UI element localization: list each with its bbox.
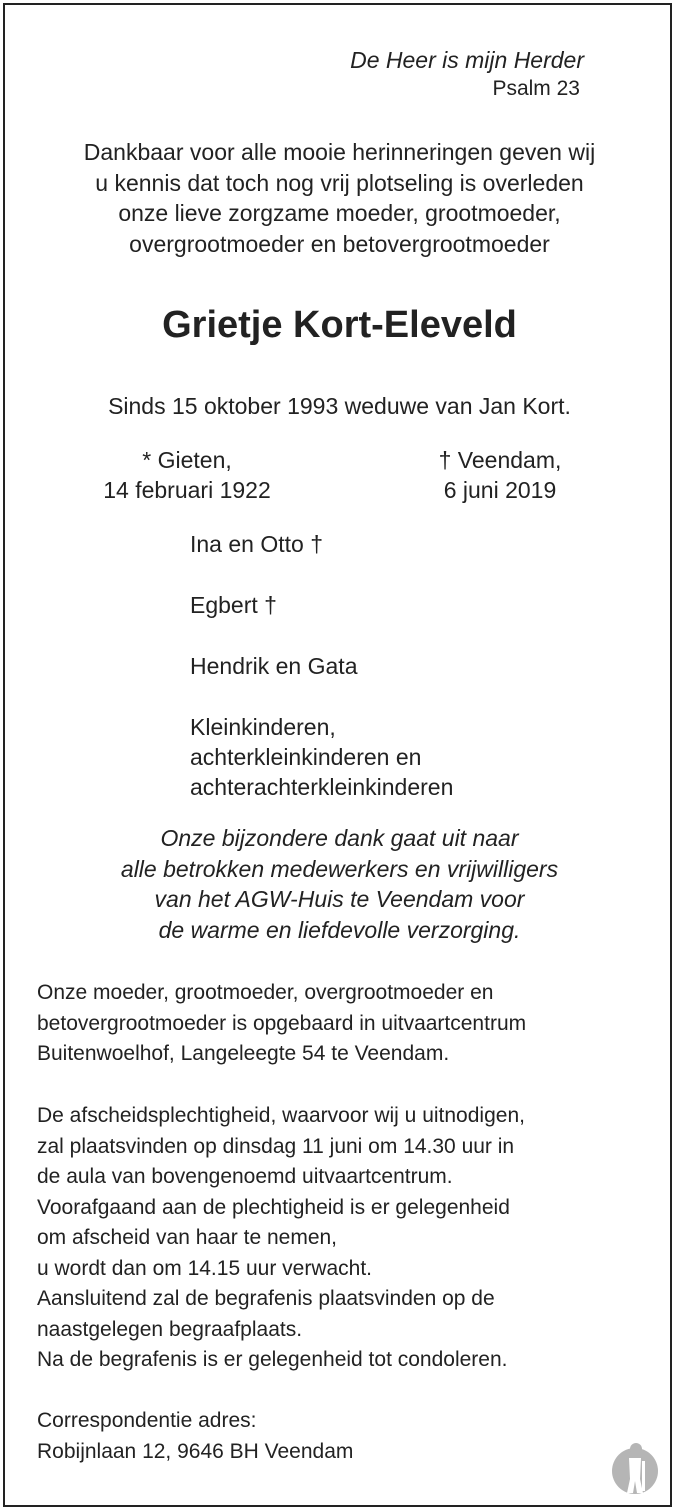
correspondence-address: Robijnlaan 12, 9646 BH Veendam bbox=[37, 1439, 354, 1463]
obituary-card bbox=[3, 3, 672, 1507]
paragraph-line: Voorafgaand aan de plechtigheid is er gelegenheid bbox=[37, 1195, 510, 1219]
paragraph-line: Onze moeder, grootmoeder, overgrootmoeder en bbox=[37, 981, 494, 1004]
paragraph-line: De afscheidsplechtigheid, waarvoor wij u uitnodigen, bbox=[37, 1104, 525, 1127]
family-group bbox=[190, 590, 453, 620]
correspondence-block bbox=[37, 1406, 353, 1467]
family-line: achterkleinkinderen en bbox=[190, 744, 422, 770]
intro-text bbox=[5, 137, 674, 259]
thanks-line: Onze bijzondere dank gaat uit naar bbox=[160, 825, 519, 851]
family-list bbox=[190, 529, 453, 802]
paragraph-line: Na de begrafenis is er gelegenheid tot condoleren. bbox=[37, 1348, 508, 1371]
family-group bbox=[190, 712, 453, 802]
paragraph-line: om afscheid van haar te nemen, bbox=[37, 1226, 338, 1249]
motto-source: Psalm 23 bbox=[492, 77, 580, 100]
correspondence-label: Correspondentie adres: bbox=[37, 1409, 257, 1432]
intro-line: Dankbaar voor alle mooie herinneringen geven wij bbox=[83, 139, 596, 165]
family-group bbox=[190, 651, 453, 681]
birth-place: * Gieten, bbox=[142, 447, 232, 473]
paragraph-line: naastgelegen begraafplaats. bbox=[37, 1317, 303, 1341]
lying-in-state-paragraph bbox=[37, 978, 526, 1070]
deceased-name: Grietje Kort-Eleveld bbox=[162, 304, 517, 346]
motto bbox=[350, 45, 584, 103]
family-group bbox=[190, 529, 453, 559]
family-line: achterachterkleinkinderen bbox=[190, 774, 454, 800]
ceremony-paragraph bbox=[37, 1101, 525, 1376]
thanks-line: alle betrokken medewerkers en vrijwilligers bbox=[120, 855, 559, 882]
paragraph-line: de aula van bovengenoemd uitvaartcentrum. bbox=[37, 1165, 453, 1188]
intro-line: u kennis dat toch nog vrij plotseling is overleden bbox=[95, 169, 584, 196]
widow-line: Sinds 15 oktober 1993 weduwe van Jan Kort. bbox=[108, 393, 571, 419]
family-line: Hendrik en Gata bbox=[190, 653, 358, 679]
birth-date: 14 februari 1922 bbox=[103, 477, 271, 503]
paragraph-line: zal plaatsvinden op dinsdag 11 juni om 14.30 uur in bbox=[37, 1134, 515, 1158]
thanks-text bbox=[5, 823, 674, 945]
family-line: Egbert † bbox=[190, 592, 277, 618]
paragraph-line: betovergrootmoeder is opgebaard in uitvaartcentrum bbox=[37, 1011, 527, 1035]
paragraph-line: u wordt dan om 14.15 uur verwacht. bbox=[37, 1256, 373, 1280]
death-info bbox=[419, 445, 581, 505]
thanks-line: de warme en liefdevolle verzorging. bbox=[158, 916, 521, 943]
birth-info bbox=[89, 445, 285, 505]
motto-text: De Heer is mijn Herder bbox=[350, 47, 584, 73]
memorial-figure-icon bbox=[610, 1441, 660, 1497]
intro-line: overgrootmoeder en betovergrootmoeder bbox=[129, 230, 550, 257]
death-date: 6 juni 2019 bbox=[443, 477, 557, 503]
paragraph-line: Buitenwoelhof, Langeleegte 54 te Veendam. bbox=[37, 1042, 450, 1065]
family-line: Kleinkinderen, bbox=[190, 714, 336, 740]
paragraph-line: Aansluitend zal de begrafenis plaatsvinden op de bbox=[37, 1287, 495, 1310]
thanks-line: van het AGW-Huis te Veendam voor bbox=[154, 886, 525, 912]
death-place: † Veendam, bbox=[438, 447, 562, 473]
family-line: Ina en Otto † bbox=[190, 531, 323, 557]
intro-line: onze lieve zorgzame moeder, grootmoeder, bbox=[118, 200, 561, 226]
